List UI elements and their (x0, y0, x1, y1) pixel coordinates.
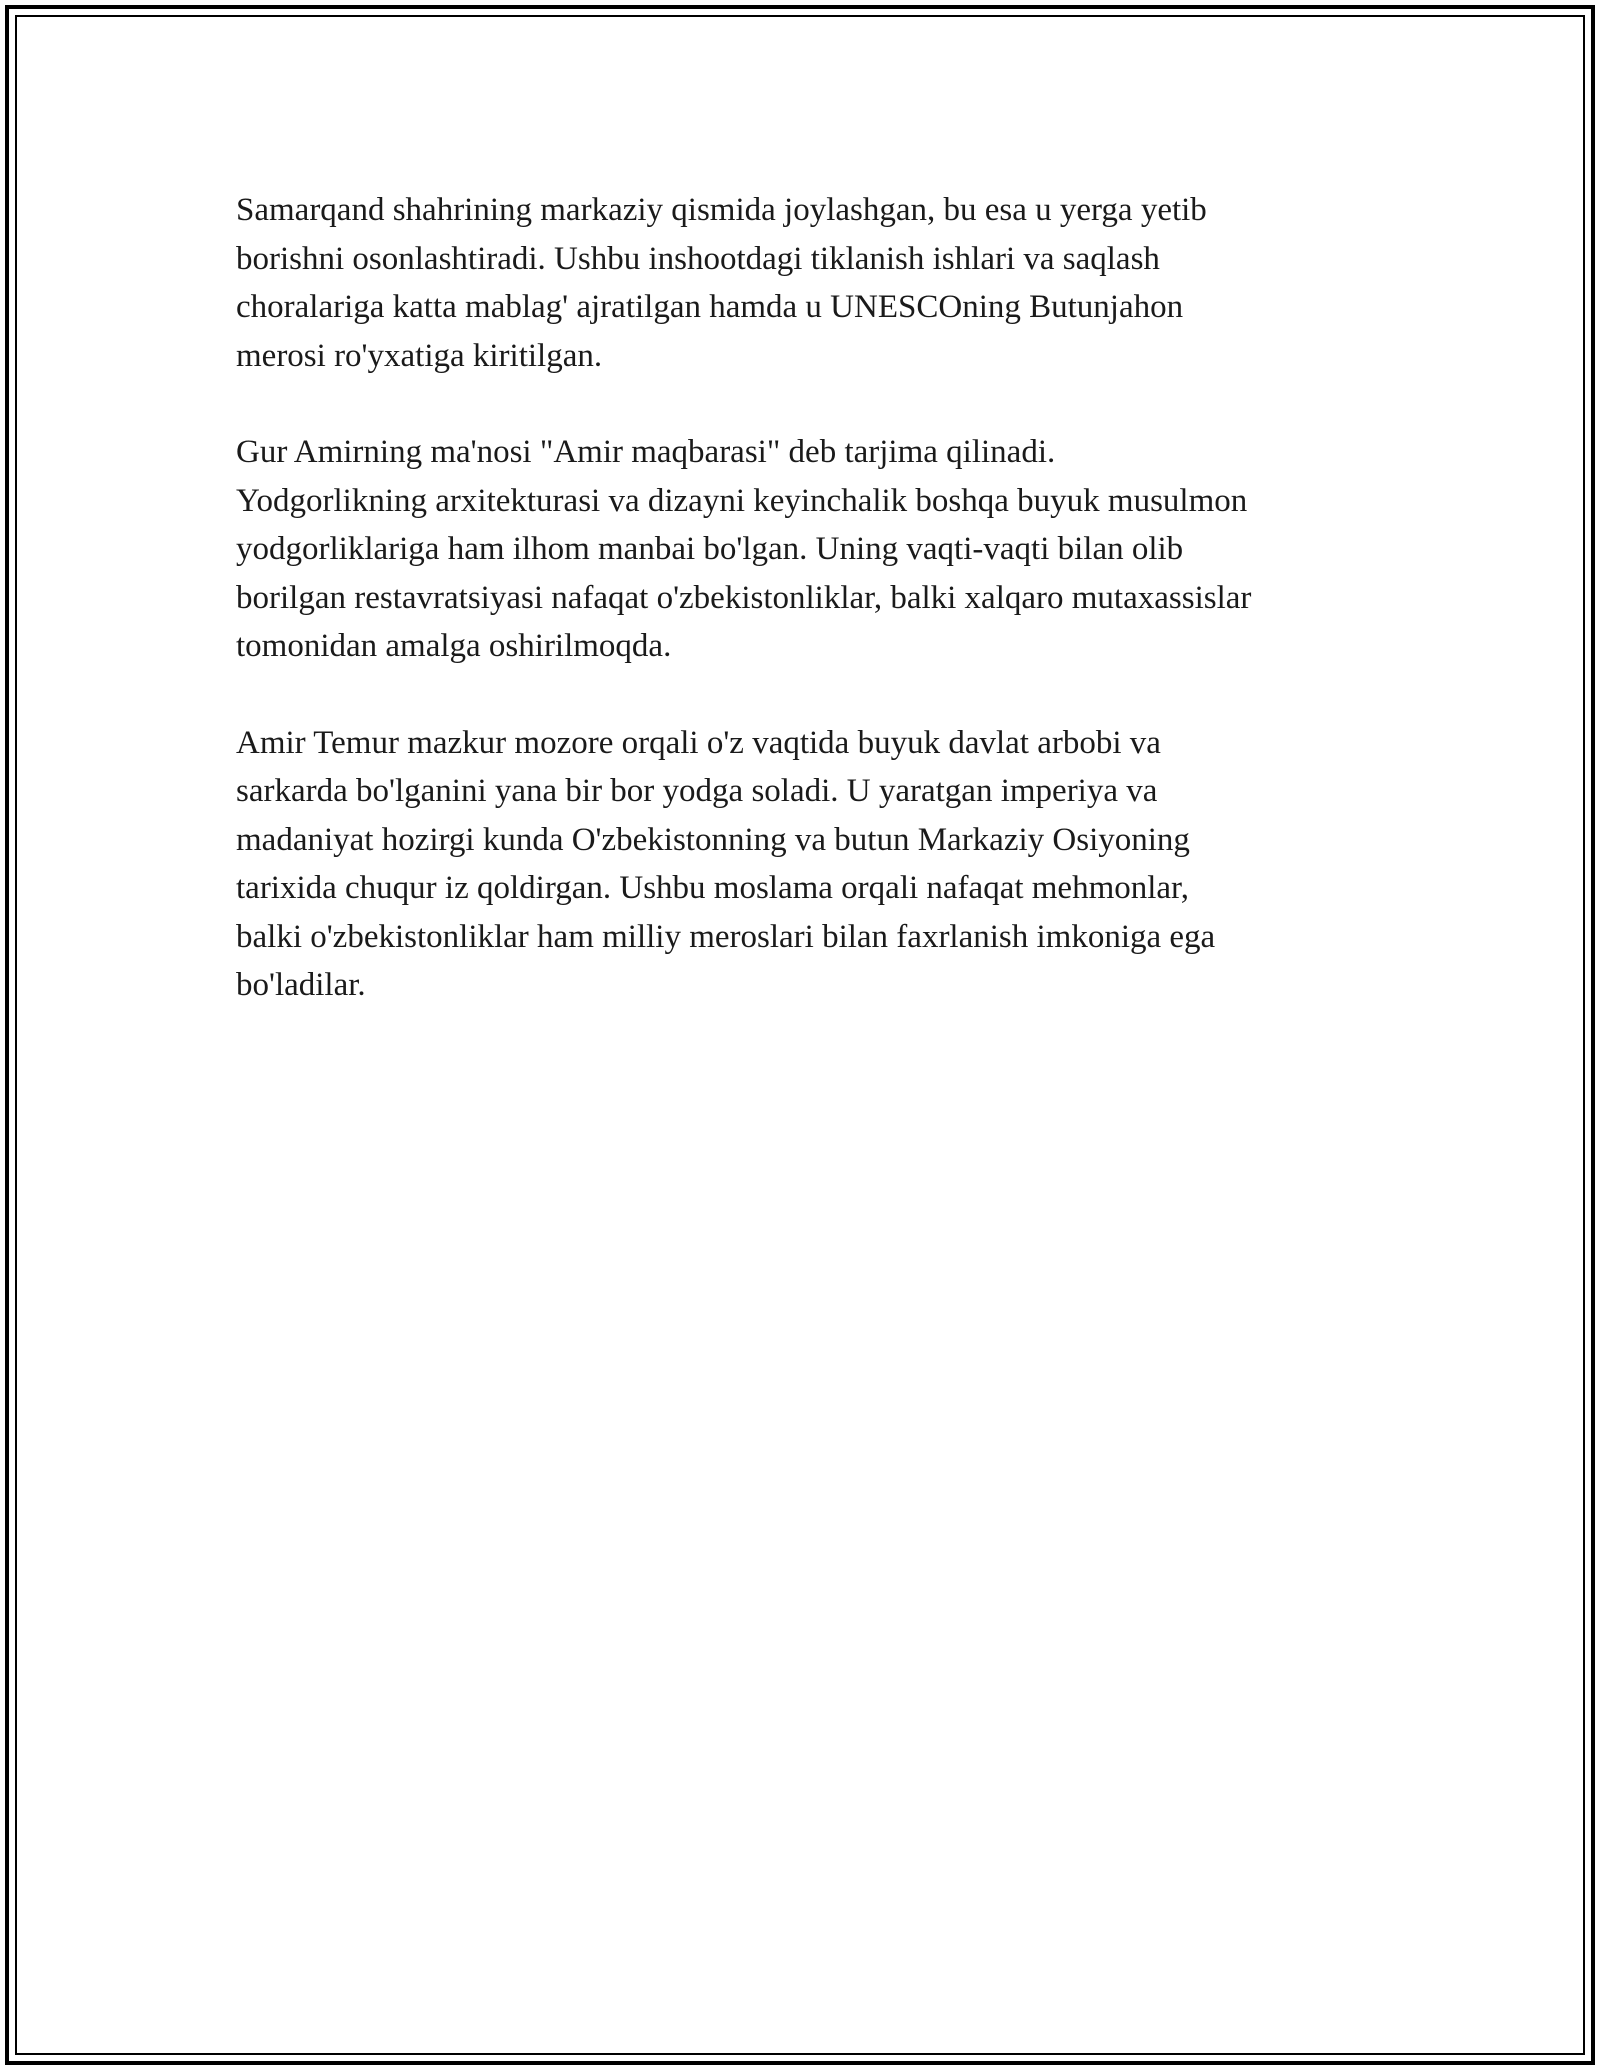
paragraph-line: balki o'zbekistonliklar ham milliy meroslari bilan faxrlanish imkoniga ega (236, 918, 1216, 955)
paragraph-line: borilgan restavratsiyasi nafaqat o'zbekistonliklar, balki xalqaro mutaxassislar (236, 579, 1252, 616)
paragraph-line: Amir Temur mazkur mozore orqali o'z vaqtida buyuk davlat arbobi va (236, 724, 1161, 761)
paragraph-line: Samarqand shahrining markaziy qismida joylashgan, bu esa u yerga yetib (236, 192, 1207, 228)
document-body (236, 186, 1386, 1058)
paragraph-line: Yodgorlikning arxitekturasi va dizayni keyinchalik boshqa buyuk musulmon (236, 482, 1248, 519)
paragraph-line: sarkarda bo'lganini yana bir bor yodga soladi. U yaratgan imperiya va (236, 773, 1158, 809)
paragraph-1 (236, 186, 1386, 380)
paragraph-line: choralariga katta mablag' ajratilgan hamda u UNESCOning Butunjahon (236, 289, 1184, 325)
paragraph-line: merosi ro'yxatiga kiritilgan. (236, 337, 603, 374)
paragraph-3 (236, 719, 1386, 1010)
paragraph-line: yodgorliklariga ham ilhom manbai bo'lgan. Uning vaqti-vaqti bilan olib (236, 531, 1184, 567)
paragraph-line: borishni osonlashtiradi. Ushbu inshootdagi tiklanish ishlari va saqlash (236, 240, 1160, 277)
paragraph-line: Gur Amirning ma'nosi "Amir maqbarasi" deb tarjima qilinadi. (236, 434, 1056, 470)
paragraph-line: madaniyat hozirgi kunda O'zbekistonning va butun Markaziy Osiyoning (236, 821, 1190, 858)
paragraph-line: tomonidan amalga oshirilmoqda. (236, 628, 672, 664)
paragraph-line: bo'ladilar. (236, 967, 366, 1003)
paragraph-line: tarixida chuqur iz qoldirgan. Ushbu moslama orqali nafaqat mehmonlar, (236, 870, 1189, 906)
paragraph-2 (236, 428, 1386, 671)
